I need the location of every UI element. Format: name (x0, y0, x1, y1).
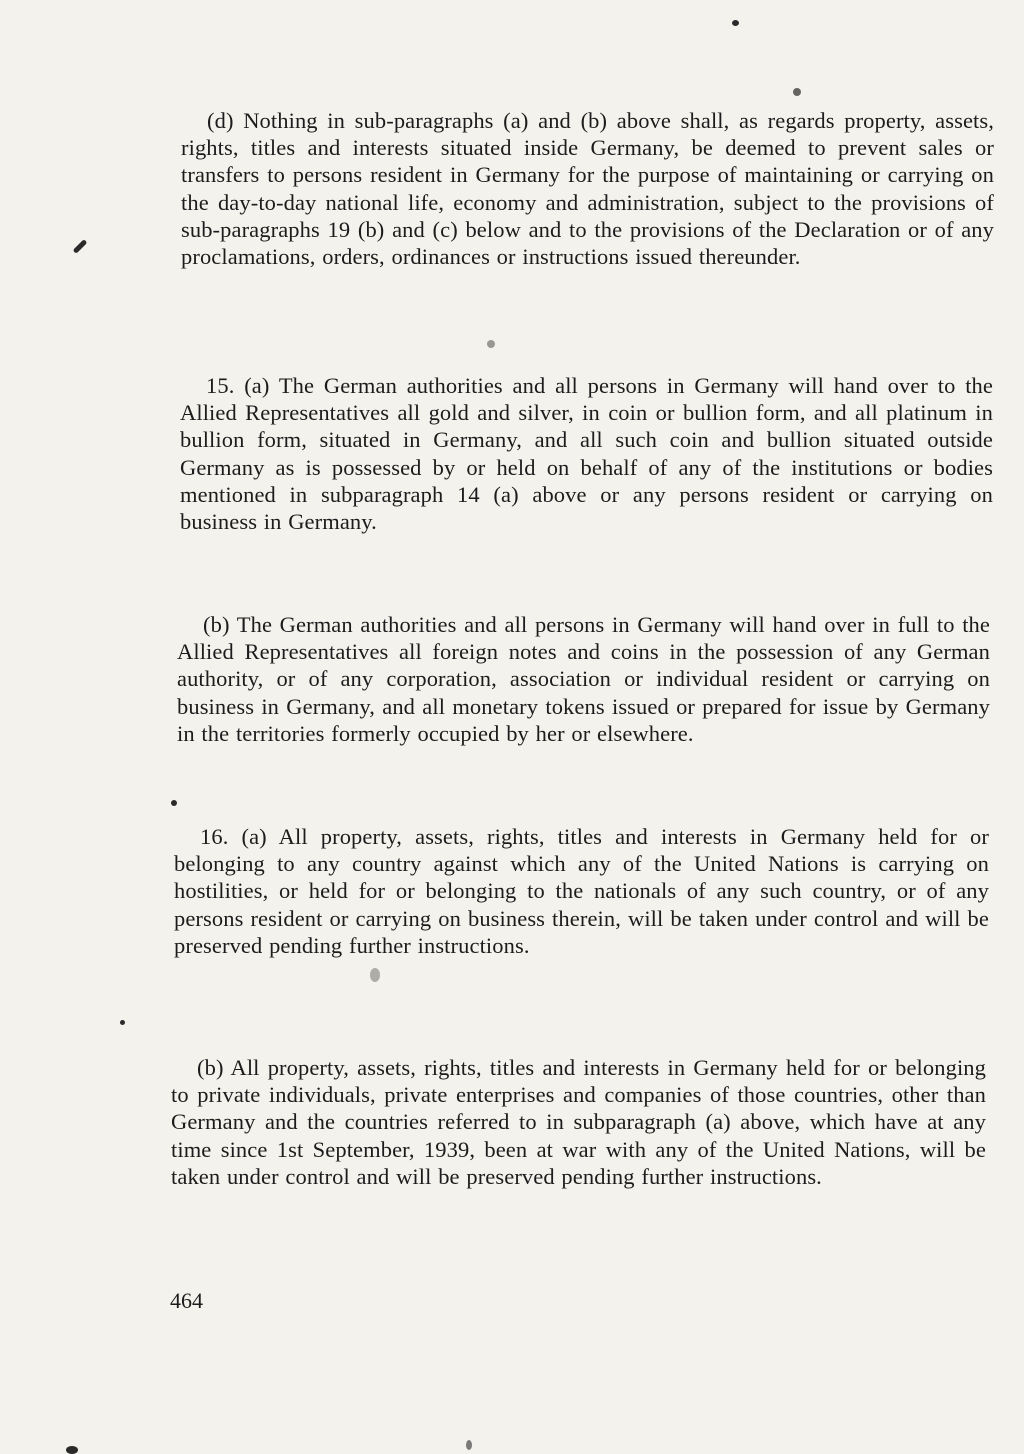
scan-speck (466, 1440, 472, 1450)
scan-speck (793, 88, 801, 96)
paragraph-15a: 15. (a) The German authorities and all persons in Germany will hand over to the Allied Representatives all gold and silver, in coin or bullion form, and all platinum in bullion form, situated in Germany, and all such coin and bullion situated outside Germany as is possessed by or held on behalf of any of the institutions or bodies mentioned in subparagraph 14 (a) above or any persons resident or carrying on business in Germany. (180, 373, 993, 535)
paragraph-15b: (b) The German authorities and all persons in Germany will hand over in full to the Allied Representatives all foreign notes and coins in the possession of any German authority, or of any corporation, association or individual resident or carrying on business in Germany, and all monetary tokens issued or prepared for issue by Germany in the territories formerly occupied by her or elsewhere. (177, 612, 990, 746)
scan-speck (120, 1020, 125, 1025)
scan-speck (370, 968, 380, 982)
scan-speck (66, 1446, 78, 1454)
paragraph-14d: (d) Nothing in sub-paragraphs (a) and (b) above shall, as regards property, assets, rights, titles and interests situated inside Germany, be deemed to prevent sales or transfers to persons resident in Germany for the purpose of maintaining or carrying on the day-to-day national life, economy and administration, subject to the provisions of sub-paragraphs 19 (b) and (c) below and to the provisions of the Declaration or of any proclamations, orders, ordinances or instructions issued thereunder. (181, 108, 994, 270)
scan-speck (732, 20, 739, 26)
scan-speck (487, 340, 495, 348)
page-number: 464 (170, 1288, 203, 1313)
scan-speck (171, 800, 177, 806)
paragraph-16a: 16. (a) All property, assets, rights, titles and interests in Germany held for or belonging to any country against which any of the United Nations is carrying on hostilities, or held for or belonging to the nationals of any such country, or of any persons resident or carrying on business therein, will be taken under control and will be preserved pending further instructions. (174, 824, 989, 958)
scan-speck (73, 239, 88, 254)
paragraph-16b: (b) All property, assets, rights, titles and interests in Germany held for or belonging to private individuals, private enterprises and companies of those countries, other than Germany and the countries referred to in subparagraph (a) above, which have at any time since 1st September, 1939, been at war with any of the United Nations, will be taken under control and will be preserved pending further instructions. (171, 1055, 986, 1189)
